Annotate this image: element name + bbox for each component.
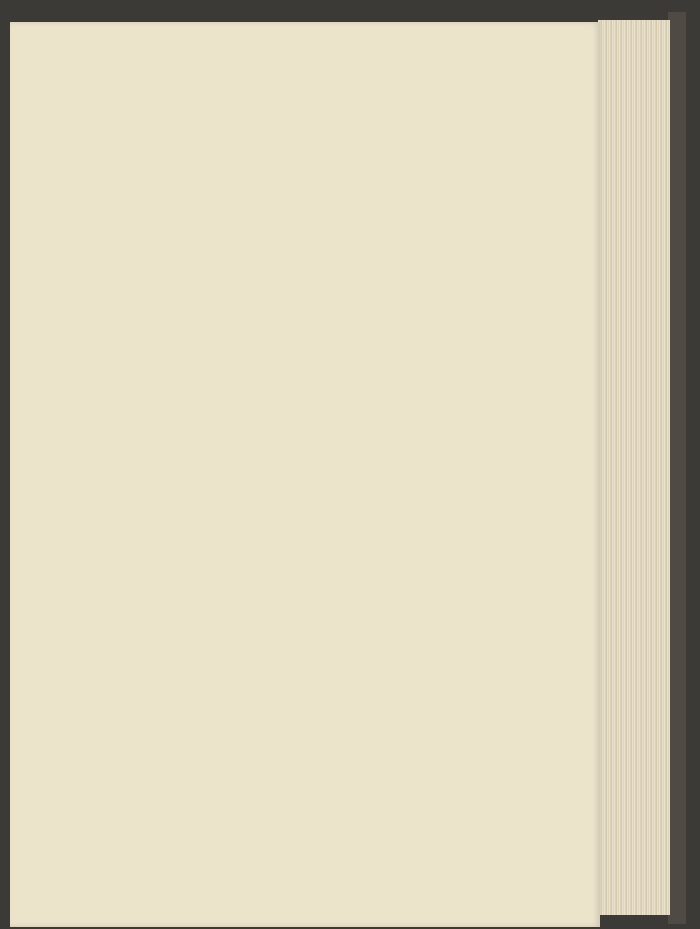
book-cover-edge (668, 12, 686, 924)
page-sheet (10, 22, 600, 927)
page-edges (598, 20, 670, 915)
